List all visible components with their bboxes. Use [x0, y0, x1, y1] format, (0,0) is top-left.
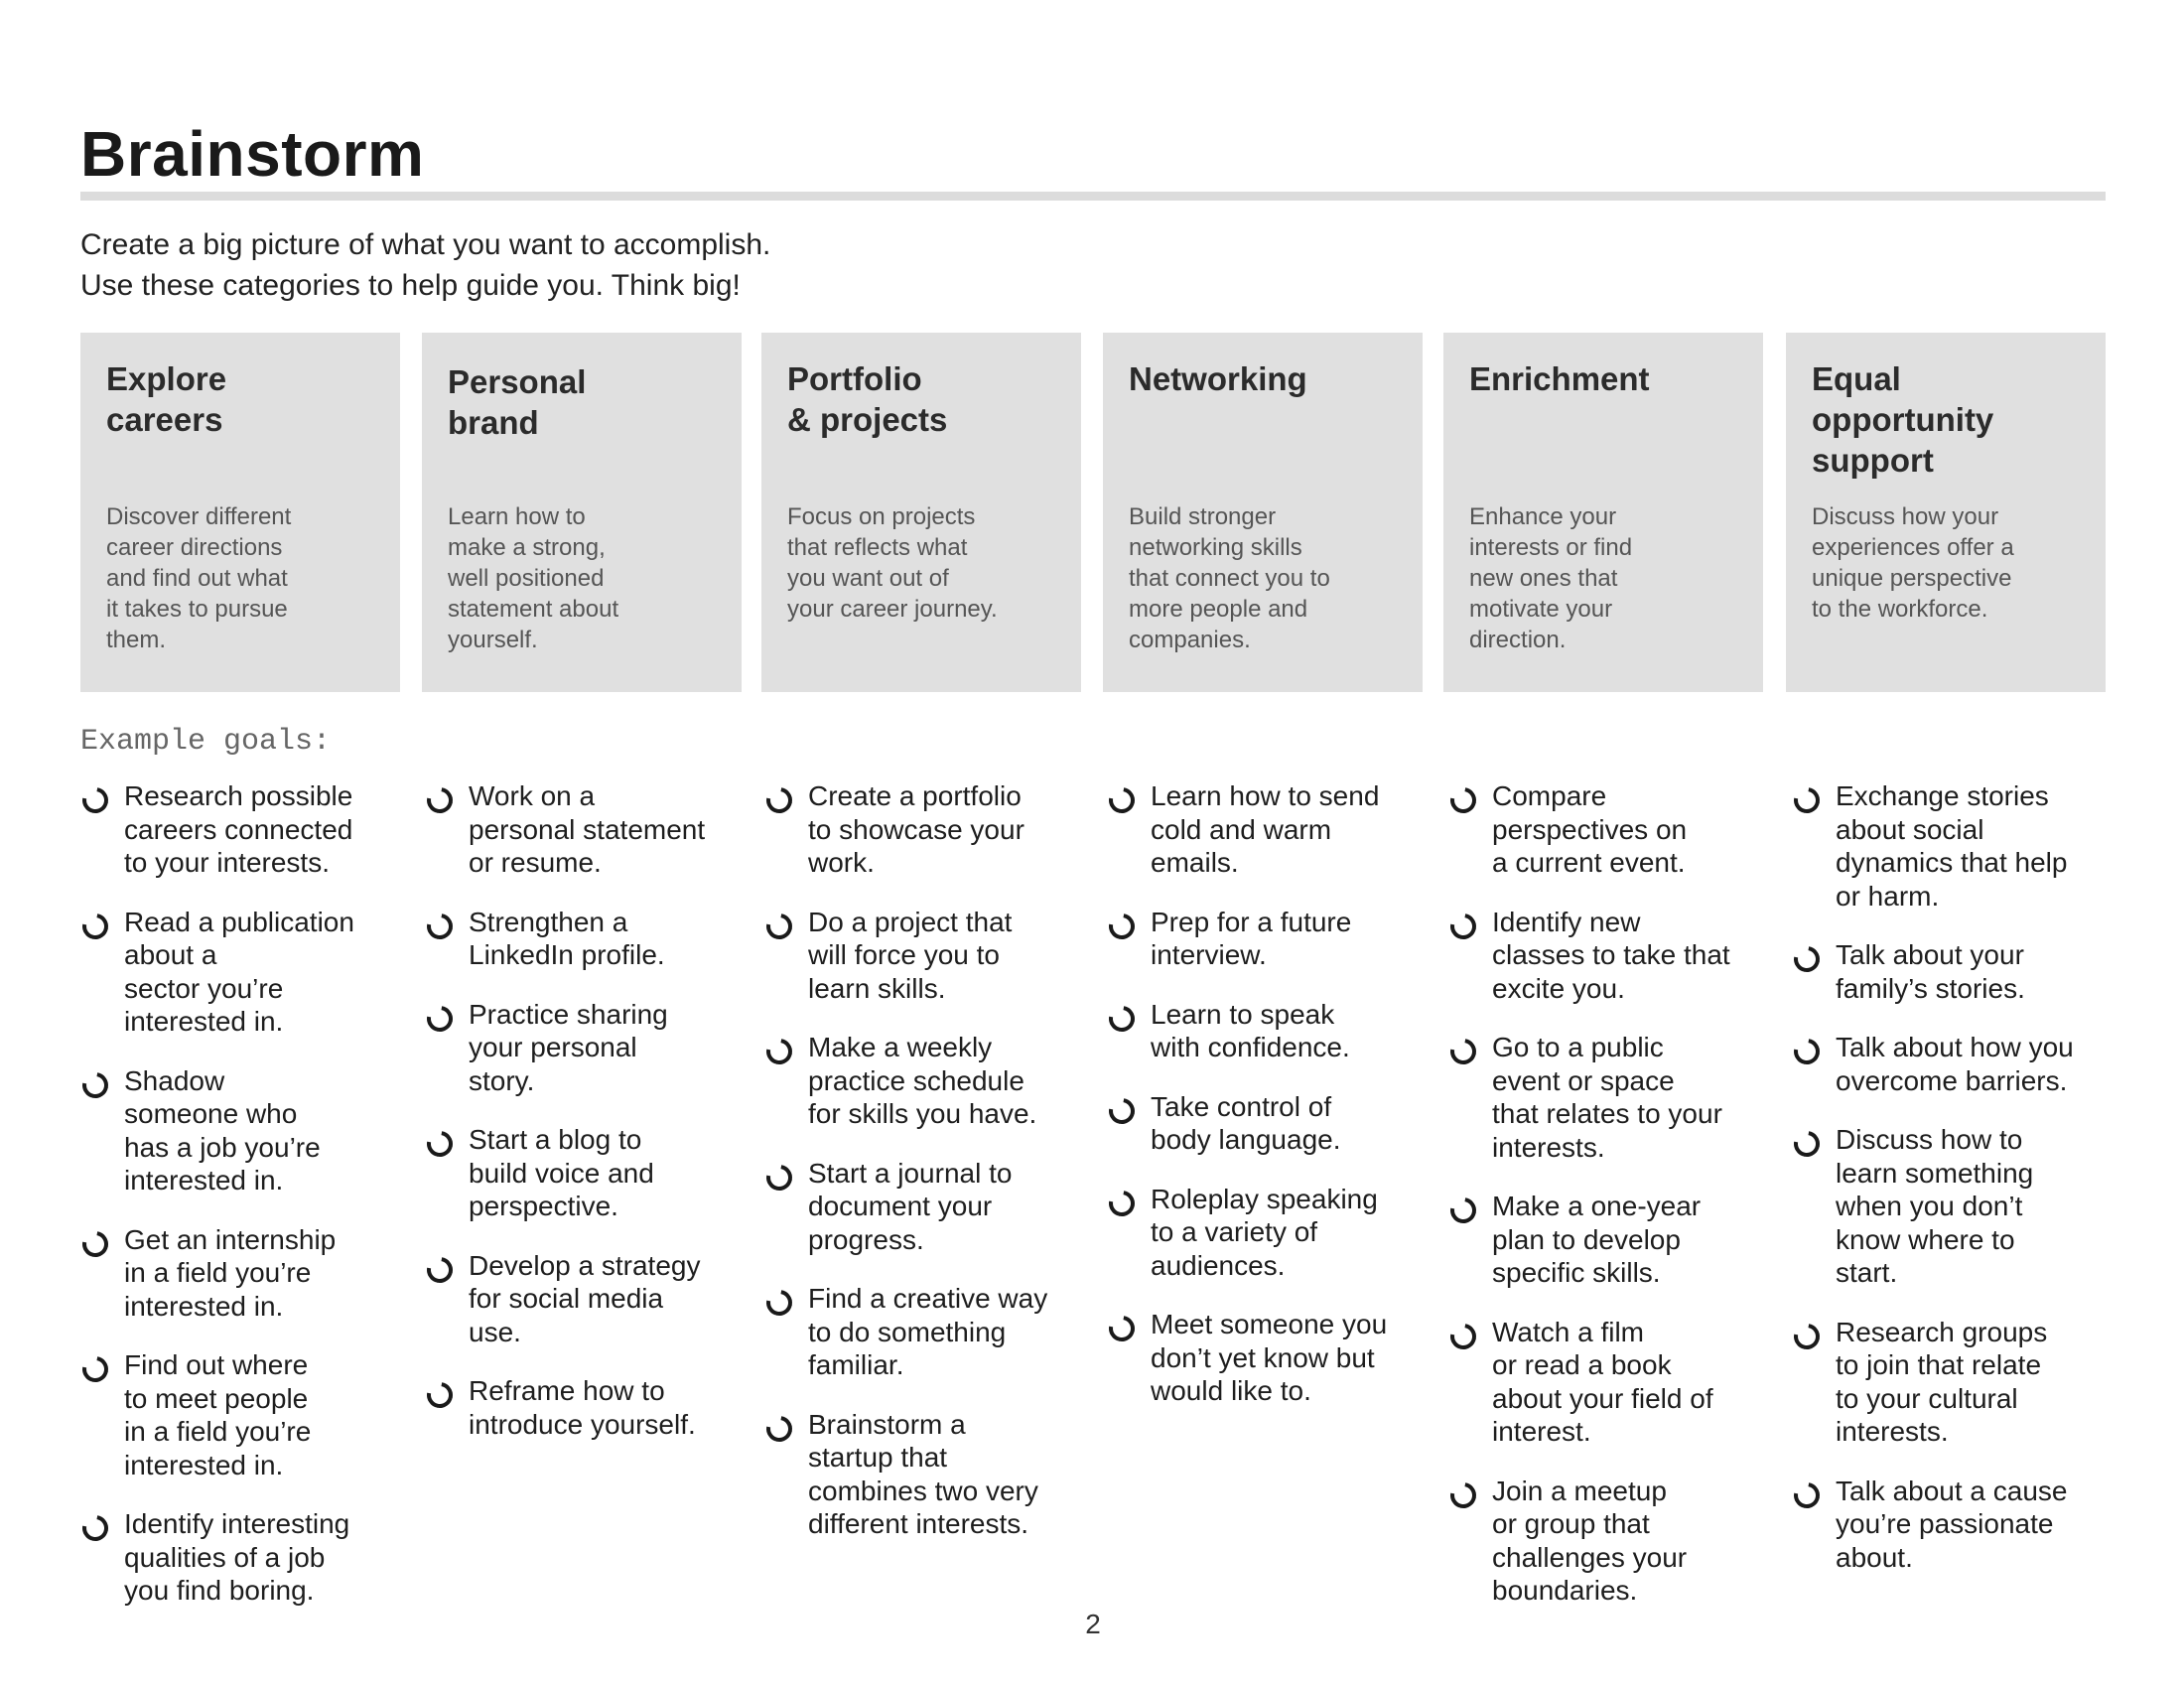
goals-column-enrichment: [1448, 779, 1776, 1633]
category-title: Enrichment: [1469, 360, 1650, 397]
page-number: 2: [1085, 1609, 1101, 1639]
circle-arrow-icon: [1789, 1126, 1825, 1162]
circle-arrow-icon: [761, 1410, 797, 1446]
circle-arrow-icon: [761, 1034, 797, 1069]
circle-arrow-icon: [422, 782, 458, 818]
list-item: Learn how to send cold and warm emails.: [1107, 779, 1434, 880]
list-item: Compare perspectives on a current event.: [1448, 779, 1776, 880]
circle-arrow-icon: [422, 1251, 458, 1287]
list-item: Brainstorm a startup that combines two very different interests.: [764, 1408, 1092, 1541]
category-cards: [80, 333, 2106, 692]
list-item: Research groups to join that relate to your cultural interests.: [1792, 1316, 2119, 1449]
list-item: Reframe how to introduce yourself.: [425, 1374, 752, 1441]
circle-arrow-icon: [1789, 1034, 1825, 1069]
goals-column-equal-opportunity: [1792, 779, 2119, 1600]
category-card-equal-opportunity: [1786, 333, 2106, 692]
list-item: Identify interesting qualities of a job you find boring.: [80, 1507, 408, 1608]
circle-arrow-icon: [761, 1159, 797, 1195]
list-item: Find a creative way to do something familiar.: [764, 1282, 1092, 1382]
circle-arrow-icon: [1789, 1318, 1825, 1353]
intro-line-2: Use these categories to help guide you. Think big!: [80, 269, 741, 302]
category-title: Equal opportunity support: [1812, 360, 1994, 479]
intro-text: [80, 224, 770, 306]
category-title: Networking: [1129, 360, 1307, 397]
list-item: Work on a personal statement or resume.: [425, 779, 752, 880]
title-divider: [80, 192, 2106, 201]
category-title: Explore careers: [106, 360, 227, 438]
list-item: Watch a film or read a book about your field of interest.: [1448, 1316, 1776, 1449]
list-item: Start a journal to document your progress.: [764, 1157, 1092, 1257]
circle-arrow-icon: [1104, 782, 1140, 818]
goals-column-portfolio-projects: [764, 779, 1092, 1567]
list-item: Shadow someone who has a job you’re interested in.: [80, 1064, 408, 1197]
list-item: Develop a strategy for social media use.: [425, 1249, 752, 1349]
category-card-portfolio-projects: [761, 333, 1081, 692]
circle-arrow-icon: [422, 1377, 458, 1413]
list-item: Make a weekly practice schedule for skills you have.: [764, 1031, 1092, 1131]
category-card-personal-brand: [422, 333, 742, 692]
list-item: Discuss how to learn something when you don’t know where to start.: [1792, 1123, 2119, 1290]
goals-column-networking: [1107, 779, 1434, 1434]
circle-arrow-icon: [761, 782, 797, 818]
circle-arrow-icon: [1445, 1193, 1481, 1228]
goals-column-personal-brand: [425, 779, 752, 1467]
circle-arrow-icon: [422, 1126, 458, 1162]
list-item: Make a one-year plan to develop specific skills.: [1448, 1190, 1776, 1290]
category-description: Build stronger networking skills that connect you to more people and companies.: [1129, 503, 1330, 653]
list-item: Start a blog to build voice and perspective.: [425, 1123, 752, 1223]
page: [80, 0, 2106, 1688]
circle-arrow-icon: [77, 782, 113, 818]
circle-arrow-icon: [1445, 782, 1481, 818]
list-item: Talk about a cause you’re passionate about.: [1792, 1475, 2119, 1575]
circle-arrow-icon: [761, 1285, 797, 1321]
page-title: Brainstorm: [80, 118, 425, 190]
category-title: Portfolio & projects: [787, 360, 948, 438]
circle-arrow-icon: [77, 1066, 113, 1102]
list-item: Create a portfolio to showcase your work.: [764, 779, 1092, 880]
circle-arrow-icon: [1445, 908, 1481, 943]
list-item: Meet someone you don’t yet know but would like to.: [1107, 1308, 1434, 1408]
circle-arrow-icon: [761, 908, 797, 943]
circle-arrow-icon: [1104, 1000, 1140, 1036]
category-description: Discover different career directions and find out what it takes to pursue them.: [106, 503, 292, 653]
circle-arrow-icon: [422, 1000, 458, 1036]
intro-line-1: Create a big picture of what you want to accomplish.: [80, 228, 771, 261]
list-item: Roleplay speaking to a variety of audiences.: [1107, 1183, 1434, 1283]
circle-arrow-icon: [1445, 1034, 1481, 1069]
list-item: Prep for a future interview.: [1107, 906, 1434, 972]
list-item: Talk about your family’s stories.: [1792, 938, 2119, 1005]
example-goals-label: Example goals:: [80, 725, 332, 759]
circle-arrow-icon: [1789, 1477, 1825, 1512]
list-item: Exchange stories about social dynamics that help or harm.: [1792, 779, 2119, 913]
list-item: Do a project that will force you to learn skills.: [764, 906, 1092, 1006]
circle-arrow-icon: [1789, 782, 1825, 818]
circle-arrow-icon: [1445, 1477, 1481, 1512]
circle-arrow-icon: [77, 1225, 113, 1261]
list-item: Go to a public event or space that relates to your interests.: [1448, 1031, 1776, 1164]
circle-arrow-icon: [422, 908, 458, 943]
circle-arrow-icon: [1789, 941, 1825, 977]
circle-arrow-icon: [1104, 1092, 1140, 1128]
list-item: Read a publication about a sector you’re interested in.: [80, 906, 408, 1039]
circle-arrow-icon: [1104, 908, 1140, 943]
list-item: Research possible careers connected to your interests.: [80, 779, 408, 880]
list-item: Find out where to meet people in a field you’re interested in.: [80, 1348, 408, 1481]
circle-arrow-icon: [1104, 1185, 1140, 1220]
list-item: Strengthen a LinkedIn profile.: [425, 906, 752, 972]
circle-arrow-icon: [1104, 1311, 1140, 1346]
category-card-enrichment: [1443, 333, 1763, 692]
category-description: Discuss how your experiences offer a unique perspective to the workforce.: [1812, 503, 2014, 623]
list-item: Get an internship in a field you’re interested in.: [80, 1223, 408, 1324]
circle-arrow-icon: [1445, 1318, 1481, 1353]
category-description: Learn how to make a strong, well positioned statement about yourself.: [448, 503, 619, 653]
goals-column-explore-careers: [80, 779, 408, 1633]
circle-arrow-icon: [77, 1351, 113, 1387]
list-item: Learn to speak with confidence.: [1107, 998, 1434, 1064]
list-item: Join a meetup or group that challenges your boundaries.: [1448, 1475, 1776, 1608]
list-item: Talk about how you overcome barriers.: [1792, 1031, 2119, 1097]
category-description: Enhance your interests or find new ones that motivate your direction.: [1469, 503, 1633, 653]
category-card-networking: [1103, 333, 1423, 692]
circle-arrow-icon: [77, 1510, 113, 1546]
list-item: Identify new classes to take that excite you.: [1448, 906, 1776, 1006]
category-title: Personal brand: [448, 363, 587, 441]
list-item: Practice sharing your personal story.: [425, 998, 752, 1098]
category-card-explore-careers: [80, 333, 400, 692]
category-description: Focus on projects that reflects what you want out of your career journey.: [787, 503, 998, 623]
list-item: Take control of body language.: [1107, 1090, 1434, 1157]
circle-arrow-icon: [77, 908, 113, 943]
